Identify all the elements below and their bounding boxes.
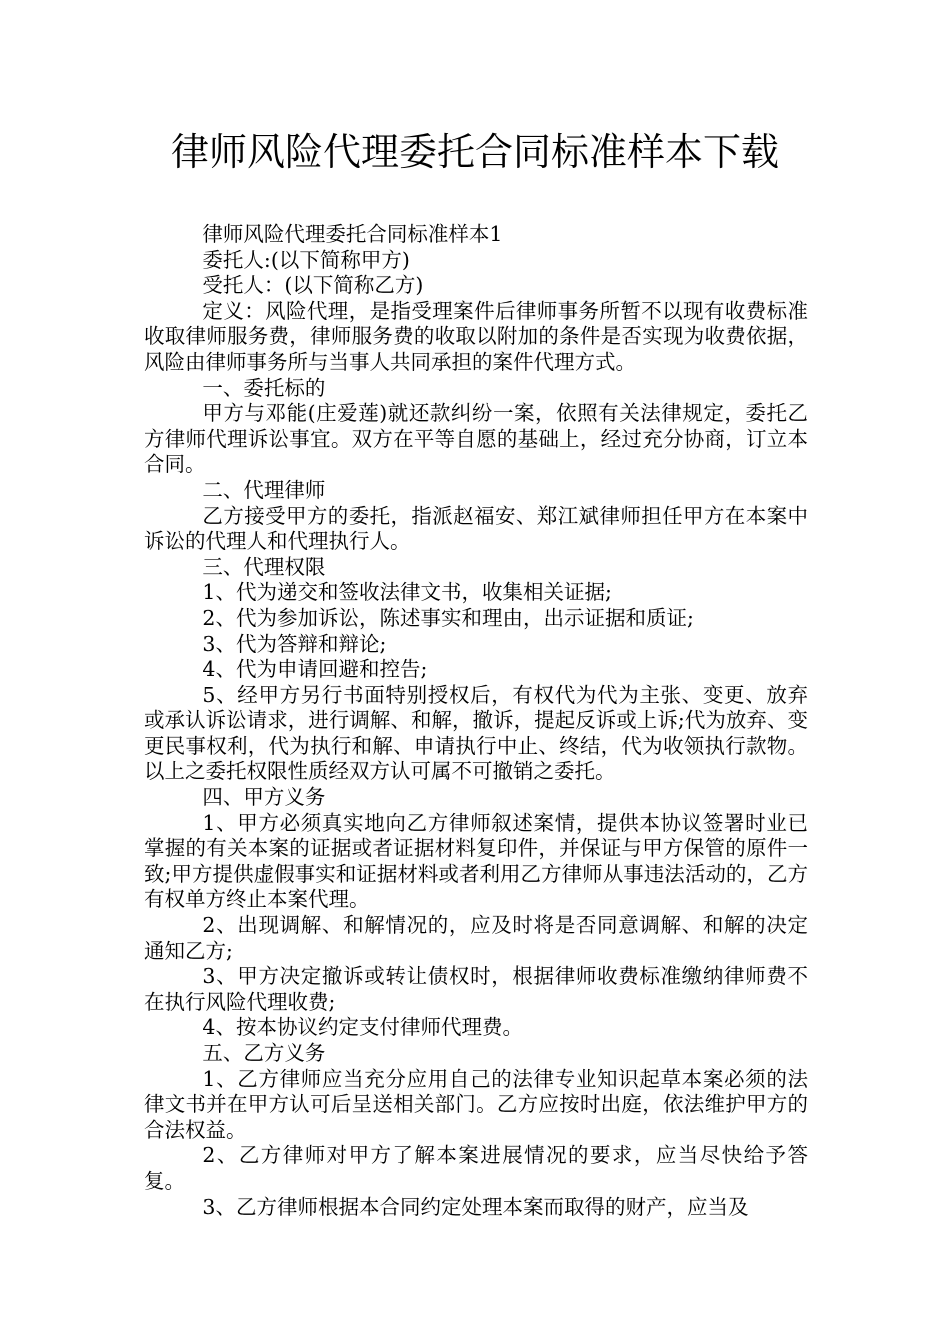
list-item: 1、代为递交和签收法律文书，收集相关证据; [202,580,612,605]
section-heading: 三、代理权限 [202,554,326,579]
section-heading: 一、委托标的 [202,375,326,400]
list-item: 1、乙方律师应当充分应用自己的法律专业知识起草本案必须的法律文书并在甲方认可后呈送相关部门。乙方应按时出庭，依法维护甲方的合法权益。 [144,1066,808,1142]
paragraph: 受托人：(以下简称乙方) [202,273,424,298]
document-body [144,222,808,1220]
list-item: 3、乙方律师根据本合同约定处理本案而取得的财产，应当及 [202,1194,749,1219]
list-item: 2、出现调解、和解情况的，应及时将是否同意调解、和解的决定通知乙方; [144,913,808,963]
list-item: 3、甲方决定撤诉或转让债权时，根据律师收费标准缴纳律师费不在执行风险代理收费; [144,964,808,1014]
paragraph: 乙方接受甲方的委托，指派赵福安、郑江斌律师担任甲方在本案中诉讼的代理人和代理执行人。 [144,503,808,554]
list-item: 2、代为参加诉讼，陈述事实和理由，出示证据和质证; [202,605,694,630]
list-item: 3、代为答辩和辩论; [202,631,387,656]
paragraph: 律师风险代理委托合同标准样本1 [202,222,503,246]
document-title: 律师风险代理委托合同标准样本下载 [170,130,779,174]
section-heading: 四、甲方义务 [202,785,326,810]
section-heading: 二、代理律师 [202,477,326,502]
list-item: 2、乙方律师对甲方了解本案进展情况的要求，应当尽快给予答复。 [144,1143,808,1193]
section-heading: 五、乙方义务 [202,1041,326,1065]
list-item: 4、按本协议约定支付律师代理费。 [202,1015,523,1040]
list-item: 1、甲方必须真实地向乙方律师叙述案情，提供本协议签署时业已掌握的有关本案的证据或者证据材料复印件，并保证与甲方保管的原件一致;甲方提供虚假事实和证据材料或者利用乙方律师从事违法活动的，乙方有权单方终止本案代理。 [144,810,808,912]
paragraph: 委托人:(以下简称甲方) [202,247,410,272]
list-item: 4、代为申请回避和控告; [202,657,428,682]
paragraph: 甲方与邓能(庄爱莲)就还款纠纷一案，依照有关法律规定，委托乙方律师代理诉讼事宜。双方在平等自愿的基础上，经过充分协商，订立本合同。 [144,401,808,477]
paragraph: 定义：风险代理，是指受理案件后律师事务所暂不以现有收费标准收取律师服务费，律师服务费的收取以附加的条件是否实现为收费依据，风险由律师事务所与当事人共同承担的案件代理方式。 [144,298,808,374]
list-item: 5、经甲方另行书面特别授权后，有权代为代为主张、变更、放弃或承认诉讼请求，进行调解、和解，撤诉，提起反诉或上诉;代为放弃、变更民事权利，代为执行和解、申请执行中止、终结，代为收领执行款物。以上之委托权限性质经双方认可属不可撤销之委托。 [144,682,808,784]
